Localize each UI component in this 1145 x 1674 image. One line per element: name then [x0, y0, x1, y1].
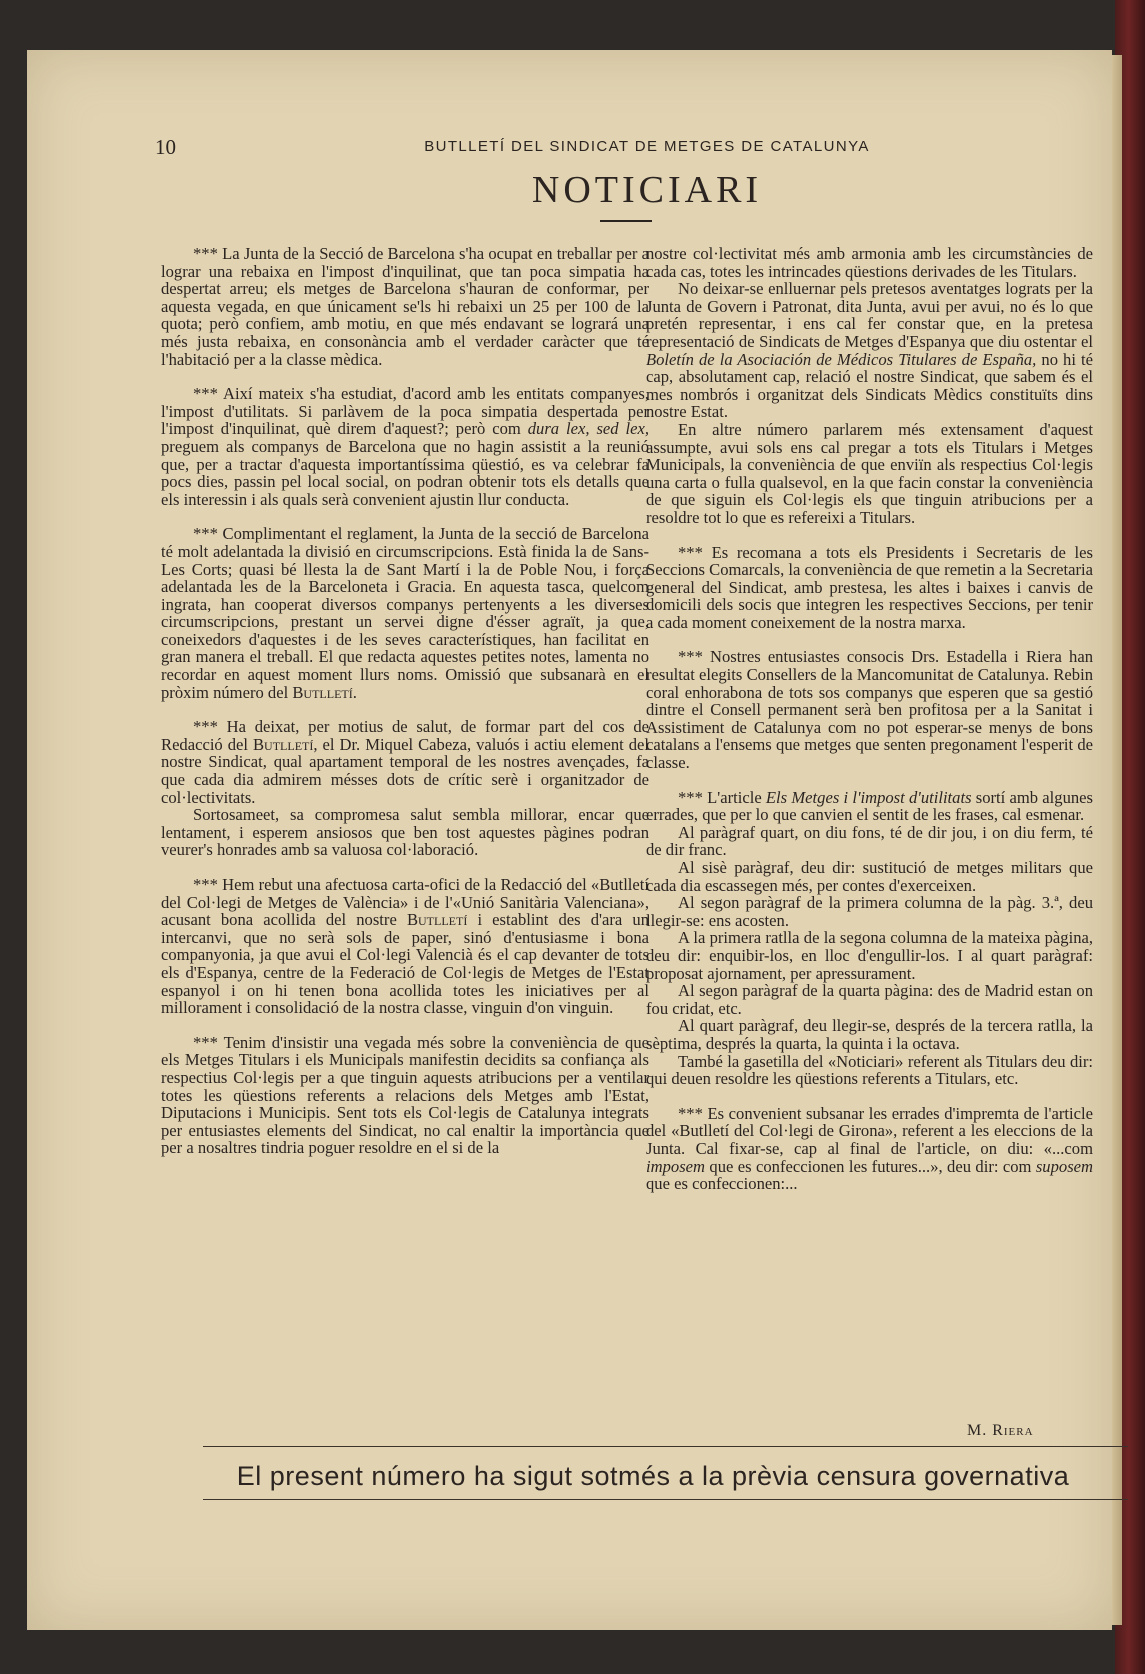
paragraph: També la gasetilla del «Noticiari» referent als Titulars deu dir: qui deuen resoldre les qüestions referents a Titulars, etc. — [646, 1051, 1093, 1089]
paragraph: *** Es recomana a tots els Presidents i Secretaris de les Seccions Comarcals, la conveniència de que remetin a la Secretaria general del Sindicat, amb prestesa, les altes i baixes i canvis de domicili dels socis que integren les respectives Seccions, per tenir a cada moment coneixement de la nostra marxa. — [646, 542, 1093, 632]
paragraph: Al segon paràgraf de la quarta pàgina: des de Madrid estan on fou cridat, etc. — [646, 981, 1093, 1018]
paragraph: *** Tenim d'insistir una vegada més sobre la conveniència de que els Metges Titulars i els Municipals manifestin decidits sa confiança als respectius Col·legis per a que tinguin aquests atribucions per a ventilar totes les qüestions referents a relacions dels Metges amb l'Estat, Diputacions i Municipis. Sent tots els Col·legis de Catalunya integrats per entusiastes elements del Sindicat, no cal enaltir la importància que per a nosaltres tindria poguer resoldre en el si de la — [161, 1032, 649, 1158]
paragraph: Al segon paràgraf de la primera columna de la pàg. 3.ª, deu llegir-se: ens acosten. — [646, 893, 1093, 930]
censorship-notice: El present número ha sigut sotmés a la prèvia censura governativa — [236, 1461, 1070, 1491]
right-column — [646, 245, 1093, 1193]
paragraph: *** La Junta de la Secció de Barcelona s'ha ocupat en treballar per a lograr una rebaixa en l'impost d'inquilinat, que tan poca simpatia ha despertat arreu; els metges de Barcelona s'hauran de conformar, per aquesta vegada, en que únicament se'ls hi rebaixi un 25 per 100 de la quota; però confiem, amb motiu, en que més endavant se logrará una més justa rebaixa, en consonància amb el verdader caràcter que té l'habitació per a la classe mèdica. — [161, 244, 649, 369]
paragraph: *** Així mateix s'ha estudiat, d'acord amb les entitats companyes, l'impost d'utilitats. Si parlàvem de la poca simpatia despertada per l'impost d'inquilinat, què direm d'aquest?; però com dura lex, sed lex, preguem als companys de Barcelona que no hagin assistit a la reunió que, per a tractar d'aquesta importantíssima qüestió, es va celebrar fa pocs dies, passin pel local social, on podran obtenir tots els detalls que els interessin i als quals serà convenient ajustin llur conducta. — [161, 384, 649, 509]
left-column — [161, 245, 649, 1157]
title-rule — [600, 220, 652, 222]
paragraph: No deixar-se enlluernar pels pretesos aventatges lograts per la Junta de Govern i Patronat, dita Junta, avui per avui, no és lo que pretén representar, i ens cal fer constar que, en la pretesa representació de Sindicats de Metges d'Espanya que diu ostentar el Boletín de la Asociación de Médicos Titulares de España, no hi té cap, absolutament cap, relació el nostre Sindicat, que sabem és el mes nombrós i organitzat dels Sindicats Mèdics constituïts dins nostre Estat. — [646, 279, 1094, 422]
footer-rule-bottom — [203, 1499, 1128, 1500]
paragraph: *** Complimentant el reglament, la Junta de la secció de Barcelona té molt adelantada la divisió en circumscripcions. Està finida la de Sans-Les Corts; quasi bé llesta la de Sant Martí i la de Poble Nou, i força adelantada les de la Barceloneta i Gracia. En aquesta tasca, quelcom ingrata, han cooperat diversos companys pertenyents a les diverses circumscripcions, prestant un servei digne d'ésser agraït, ja que, coneixedors d'aquestes i de les seves característiques, han facilitat en gran manera el treball. El que redacta aquestes petites notes, lamenta no recordar en aquest moment llurs noms. Omissió que subsanarà en el pròxim número del Butlletí. — [161, 524, 649, 702]
paragraph: *** Hem rebut una afectuosa carta-ofici de la Redacció del «Butlletí del Col·legi de Metges de València» i de l'«Unió Sanitària Valenciana», acusant bona acollida del nostre Butlletí i establint des d'ara un intercanvi, que no serà sols de paper, sinó d'entusiasme i bona companyonia, ja que avui el Col·legi Valencià és el cap devanter de tots els d'Espanya, centre de la Federació de Col·legis de Metges de l'Estat espanyol i on hi tenen bona acollida totes les iniciatives per al millorament i consolidació de la nostra classe, vinguin d'on vinguin. — [161, 875, 649, 1018]
footer-rule-top — [203, 1446, 1128, 1447]
paragraph: Sortosameet, sa compromesa salut sembla millorar, encar que lentament, i esperem ansiosos que ben tost aquestes pàgines podran veurer's honrades amb sa valuosa col·laboració. — [161, 805, 649, 860]
signature: M. Riera — [967, 1422, 1034, 1439]
paragraph: nostre col·lectivitat més amb armonia amb les circumstàncies de cada cas, totes les intrincades qüestions derivades de les Titulars. — [646, 244, 1093, 281]
paragraph: En altre número parlarem més extensament d'aquest assumpte, avui sols ens cal pregar a tots els Titulars i Metges Municipals, la conveniència de que enviïn als respectius Col·legis una carta o fulla qualsevol, en la que facin constar la conveniència de que siguin els Col·legis els que tinguin atribucions per a resoldre tot lo que es refereixi a Titulars. — [646, 419, 1093, 527]
paragraph: Al quart paràgraf, deu llegir-se, després de la tercera ratlla, la sèptima, després la quarta, la quinta i la octava. — [646, 1016, 1093, 1053]
document-page — [27, 50, 1112, 1630]
paragraph: Al paràgraf quart, on diu fons, té de dir jou, i on diu ferm, té de dir franc. — [646, 822, 1093, 860]
page-number: 10 — [155, 135, 176, 159]
section-title: NOTICIARI — [531, 169, 763, 211]
running-title: BUTLLETÍ DEL SINDICAT DE METGES DE CATALUNYA — [424, 138, 870, 155]
paragraph: Al sisè paràgraf, deu dir: sustitució de metges militars que cada dia escassegen més, per contes d'exerceixen. — [646, 858, 1093, 895]
paragraph: *** Nostres entusiastes consocis Drs. Estadella i Riera han resultat elegits Consellers de la Mancomunitat de Catalunya. Rebin coral enhorabona de tots sos companys que esperen que sa gestió dintre el Consell permanent serà ben profitosa per a la Sanitat i Assistiment de Catalunya com no pot esperar-se menys de bons catalans a l'ensems que metges que senten pregonament l'esperit de classe. — [646, 647, 1093, 773]
paragraph: *** Es convenient subsanar les errades d'impremta de l'article del «Butlletí del Col·legi de Girona», referent a les eleccions de la Junta. Cal fixar-se, cap al final de l'article, on diu: «...com imposem que es confeccionen les futures...», deu dir: com suposem que es confeccionen:... — [646, 1103, 1093, 1194]
paragraph: *** L'article Els Metges i l'impost d'utilitats sortí amb algunes errades, que per lo que canvien el sentit de les frases, cal esmenar. — [646, 787, 1093, 825]
paragraph: A la primera ratlla de la segona columna de la mateixa pàgina, deu dir: enquibir-los, en lloc d'engullir-los. I al quart paràgraf: proposat ajornament, per apressurament. — [646, 928, 1093, 983]
paragraph: *** Ha deixat, per motius de salut, de formar part del cos de Redacció del Butlletí, el Dr. Miquel Cabeza, valuós i actiu element del nostre Sindicat, qual apartament temporal de les nostres avençades, fa que cada dia admirem mésses dots de crític serè i organitzador de col·lectivitats. — [161, 717, 649, 807]
